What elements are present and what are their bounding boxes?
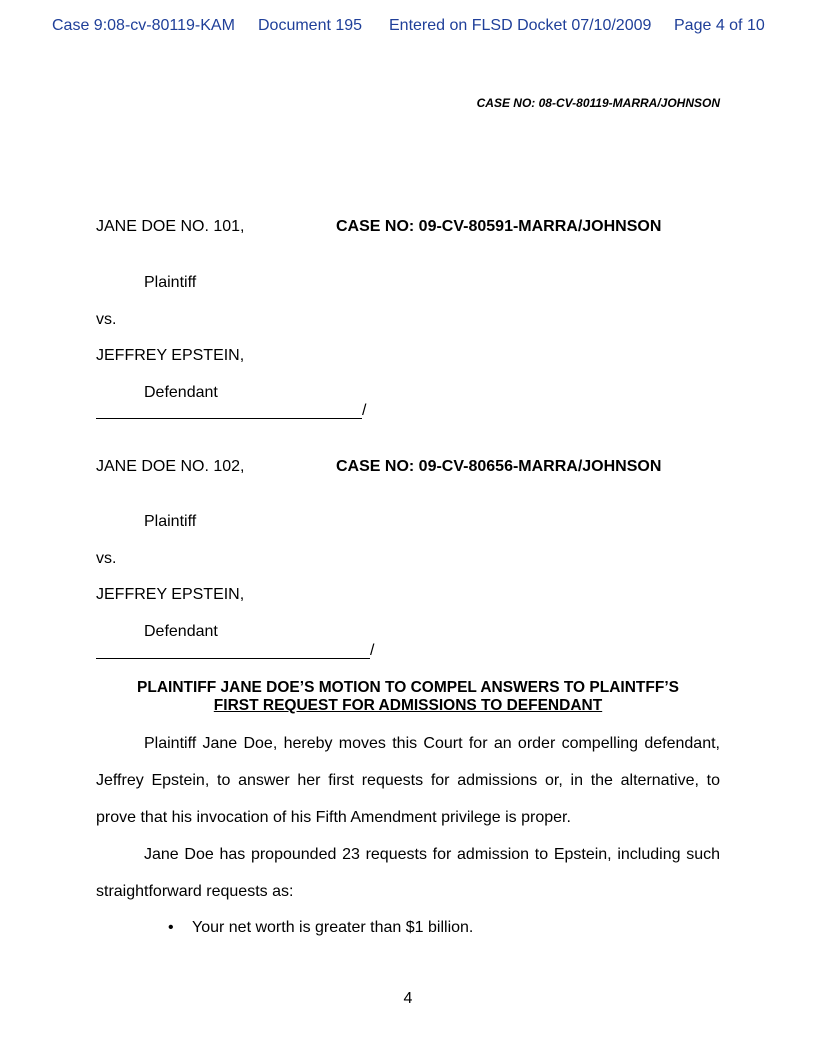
caption2-signature-rule <box>96 658 370 659</box>
motion-title <box>96 679 720 715</box>
ecf-document-number: Document 195 <box>258 17 363 34</box>
caption2-defendant-label: Defendant <box>144 623 218 640</box>
caption2-slash: / <box>370 642 375 659</box>
caption2-vs: vs. <box>96 550 117 567</box>
caption2-plaintiff-label: Plaintiff <box>144 513 197 530</box>
caption1-plaintiff-label: Plaintiff <box>144 274 197 291</box>
ecf-page-count: Page 4 of 10 <box>674 17 765 34</box>
motion-title-line1: PLAINTIFF JANE DOE’S MOTION TO COMPEL ANSWERS TO PLAINTFF’S <box>137 679 679 696</box>
caption2-case-number: CASE NO: 09-CV-80656-MARRA/JOHNSON <box>336 458 662 475</box>
body-paragraph-1-text: Plaintiff Jane Doe, hereby moves this Court for an order compelling defendant, Jeffrey Epstein, to answer her first requests for admissions or, in the alternative, to prove that his invocation of his Fifth Amendment privilege is proper. <box>96 735 720 826</box>
caption1-case-number: CASE NO: 09-CV-80591-MARRA/JOHNSON <box>336 218 662 235</box>
caption1-signature-rule <box>96 418 362 419</box>
body-paragraph-2 <box>96 836 720 910</box>
bullet-icon: • <box>168 919 174 936</box>
ecf-case-number: Case 9:08-cv-80119-KAM <box>52 17 235 34</box>
body-paragraph-1 <box>96 725 720 836</box>
bullet-item-1: Your net worth is greater than $1 billion. <box>192 919 474 936</box>
caption1-vs: vs. <box>96 311 117 328</box>
caption1-defendant-name: JEFFREY EPSTEIN, <box>96 347 245 364</box>
caption2-plaintiff-name: JANE DOE NO. 102, <box>96 458 245 475</box>
caption1-defendant-label: Defendant <box>144 384 218 401</box>
ecf-entered-date: Entered on FLSD Docket 07/10/2009 <box>389 17 652 34</box>
running-case-number: CASE NO: 08-CV-80119-MARRA/JOHNSON <box>476 96 720 110</box>
page-number: 4 <box>403 990 413 1007</box>
body-paragraph-2-text: Jane Doe has propounded 23 requests for admission to Epstein, including such straightforward requests as: <box>96 846 720 900</box>
motion-title-line2: FIRST REQUEST FOR ADMISSIONS TO DEFENDANT <box>213 697 603 714</box>
caption2-defendant-name: JEFFREY EPSTEIN, <box>96 586 245 603</box>
caption1-slash: / <box>362 402 367 419</box>
caption1-plaintiff-name: JANE DOE NO. 101, <box>96 218 245 235</box>
